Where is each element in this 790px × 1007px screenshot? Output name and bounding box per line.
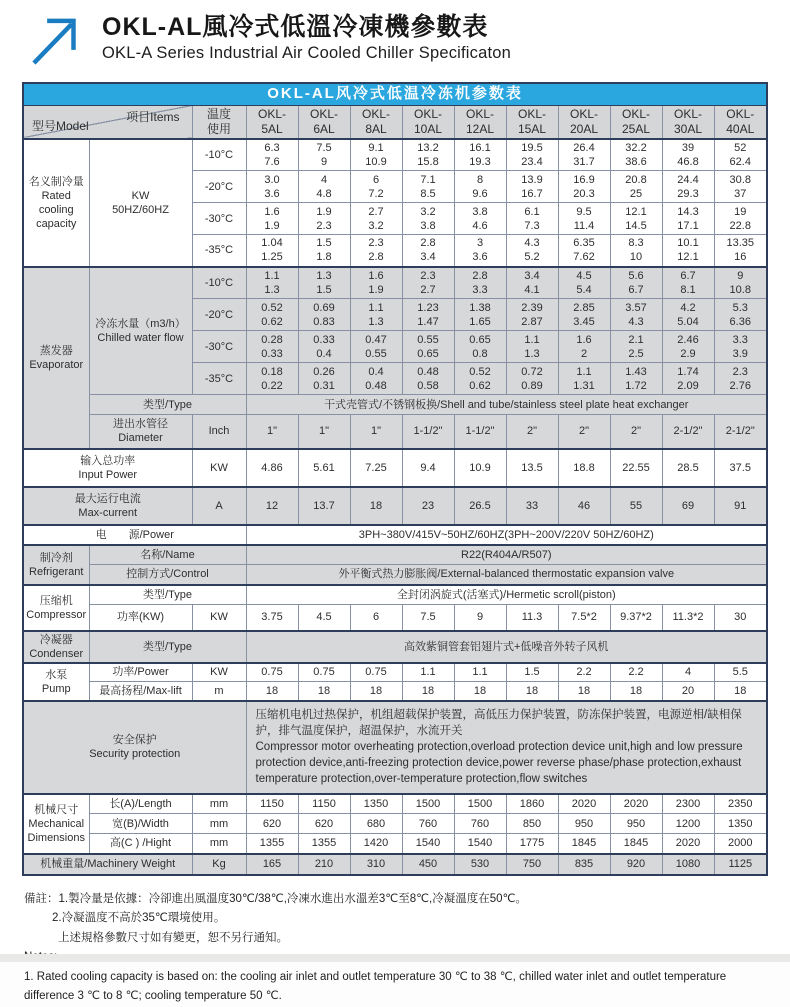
table-cell: 3.2 3.8 [402, 203, 454, 235]
table-cell: 长(A)/Length [89, 794, 192, 814]
table-cell: 高(C ) /Hight [89, 834, 192, 854]
table-cell: 1.23 1.47 [402, 299, 454, 331]
table-cell: 18 [350, 682, 402, 701]
table-cell: 1420 [350, 834, 402, 854]
arrow-up-right-icon [30, 14, 88, 70]
table-cell: 2300 [662, 794, 714, 814]
table-cell: 13.2 15.8 [402, 139, 454, 171]
section-label: 蒸发器 Evaporator [23, 267, 89, 449]
table-cell: 1500 [402, 794, 454, 814]
table-cell: 高效紫铜管套铝翅片式+低噪音外转子风机 [246, 631, 767, 663]
table-cell: 4 4.8 [298, 171, 350, 203]
table-cell: 620 [246, 814, 298, 834]
table-cell: 7.5 9 [298, 139, 350, 171]
table-cell: 11.3*2 [662, 605, 714, 631]
table-cell: 1-1/2" [402, 415, 454, 449]
table-cell: 1355 [246, 834, 298, 854]
table-cell: 2.7 3.2 [350, 203, 402, 235]
table-cell: 2.2 [558, 663, 610, 682]
table-cell: 19 22.8 [714, 203, 767, 235]
table-cell: 2.1 2.5 [610, 331, 662, 363]
table-cell: 52 62.4 [714, 139, 767, 171]
table-cell: -35°C [192, 235, 246, 267]
table-cell: 1860 [506, 794, 558, 814]
corner-header: 项目Items 型号Model [23, 105, 192, 139]
section-label: 制冷剂 Refrigerant [23, 545, 89, 585]
table-cell: 7.25 [350, 449, 402, 487]
table-cell: 13.5 [506, 449, 558, 487]
table-cell: 1540 [454, 834, 506, 854]
table-cell: 26.5 [454, 487, 506, 525]
table-cell: 1" [298, 415, 350, 449]
table-cell: 32.2 38.6 [610, 139, 662, 171]
table-cell: 2" [506, 415, 558, 449]
table-cell: 22.55 [610, 449, 662, 487]
table-cell: 10.1 12.1 [662, 235, 714, 267]
table-row [23, 83, 767, 105]
table-cell: 宽(B)/Width [89, 814, 192, 834]
table-cell: 18 [402, 682, 454, 701]
table-cell: 2.85 3.45 [558, 299, 610, 331]
table-cell: 2020 [610, 794, 662, 814]
table-cell: 1.43 1.72 [610, 363, 662, 395]
table-cell: 12 [246, 487, 298, 525]
table-row [23, 663, 767, 682]
table-cell: 1.1 [402, 663, 454, 682]
table-cell: mm [192, 834, 246, 854]
table-cell: 类型/Type [89, 395, 246, 415]
table-cell: 1.1 1.3 [506, 331, 558, 363]
table-cell: 1150 [246, 794, 298, 814]
model-header: OKL- 10AL [402, 105, 454, 139]
table-cell: 9.37*2 [610, 605, 662, 631]
table-cell: 0.72 0.89 [506, 363, 558, 395]
table-cell: 4.3 5.2 [506, 235, 558, 267]
table-cell: 69 [662, 487, 714, 525]
table-cell: 1-1/2" [454, 415, 506, 449]
table-cell: 2020 [558, 794, 610, 814]
table-cell: 4 [662, 663, 714, 682]
model-header: OKL- 15AL [506, 105, 558, 139]
table-cell: 最高扬程/Max-lift [89, 682, 192, 701]
table-cell: 9.4 [402, 449, 454, 487]
table-cell: 450 [402, 854, 454, 875]
table-cell: 18.8 [558, 449, 610, 487]
table-cell: 2020 [662, 834, 714, 854]
table-cell: 10.9 [454, 449, 506, 487]
table-cell: 1.74 2.09 [662, 363, 714, 395]
table-cell: 2" [610, 415, 662, 449]
table-cell: 20 [662, 682, 714, 701]
table-cell: 0.28 0.33 [246, 331, 298, 363]
table-row [23, 794, 767, 814]
table-cell: KW [192, 663, 246, 682]
table-cell: mm [192, 794, 246, 814]
table-row [23, 267, 767, 299]
table-cell: 91 [714, 487, 767, 525]
note-line: 備註：1.製冷量是依據：冷卻進出風溫度30℃/38℃,冷凍水進出水溫差3℃至8℃,冷凝溫度在50℃。 [24, 892, 527, 905]
table-cell: 33 [506, 487, 558, 525]
table-cell: 19.5 23.4 [506, 139, 558, 171]
spec-table-wrap [22, 82, 790, 876]
page-title: OKL-AL風冷式低溫冷凍機參數表 [102, 13, 489, 41]
page-bottom-strip [0, 954, 790, 962]
table-cell: Inch [192, 415, 246, 449]
table-cell: 16.1 19.3 [454, 139, 506, 171]
table-cell: 39 46.8 [662, 139, 714, 171]
table-cell: 3PH~380V/415V~50HZ/60HZ(3PH~200V/220V 50HZ/60HZ) [246, 525, 767, 545]
table-cell: 2" [558, 415, 610, 449]
table-cell: 1.9 2.3 [298, 203, 350, 235]
table-cell: 835 [558, 854, 610, 875]
table-cell: 3.0 3.6 [246, 171, 298, 203]
table-cell: 全封闭涡旋式(活塞式)/Hermetic scroll(piston) [246, 585, 767, 605]
table-cell: 1.6 1.9 [350, 267, 402, 299]
table-cell: 1.6 2 [558, 331, 610, 363]
table-cell: 530 [454, 854, 506, 875]
table-cell: 1.3 1.5 [298, 267, 350, 299]
table-cell: 3.57 4.3 [610, 299, 662, 331]
page-subtitle: OKL-A Series Industrial Air Cooled Chiller Specificaton [102, 44, 512, 62]
table-cell: 2000 [714, 834, 767, 854]
table-cell: 功率/Power [89, 663, 192, 682]
table-cell: 6.35 7.62 [558, 235, 610, 267]
table-cell: KW 50HZ/60HZ [89, 139, 192, 267]
table-cell: 1540 [402, 834, 454, 854]
table-cell: 1.1 1.3 [246, 267, 298, 299]
table-cell: 28.5 [662, 449, 714, 487]
model-header: OKL- 8AL [350, 105, 402, 139]
table-row [23, 701, 767, 794]
table-row [23, 395, 767, 415]
table-cell: 1355 [298, 834, 350, 854]
table-cell: 输入总功率 Input Power [23, 449, 192, 487]
section-label: 名义制冷量 Rated cooling capacity [23, 139, 89, 267]
table-cell: 0.26 0.31 [298, 363, 350, 395]
table-cell: 名称/Name [89, 545, 246, 565]
table-cell: 2-1/2" [714, 415, 767, 449]
table-cell: 2.39 2.87 [506, 299, 558, 331]
table-cell: Kg [192, 854, 246, 875]
table-cell: 24.4 29.3 [662, 171, 714, 203]
table-cell: 类型/Type [89, 585, 246, 605]
table-cell: 1150 [298, 794, 350, 814]
table-cell: 2-1/2" [662, 415, 714, 449]
table-cell: 18 [298, 682, 350, 701]
table-cell: 4.86 [246, 449, 298, 487]
table-row [23, 854, 767, 875]
note-line: 2.冷凝溫度不高於35℃環境使用。 [52, 912, 226, 925]
table-cell: 1.1 1.3 [350, 299, 402, 331]
table-cell: 机械重量/Machinery Weight [23, 854, 192, 875]
page-header [0, 0, 790, 78]
section-label: 冷凝器 Condenser [23, 631, 89, 663]
table-row [23, 682, 767, 701]
table-cell: 电 源/Power [23, 525, 246, 545]
table-cell: 6.7 8.1 [662, 267, 714, 299]
table-cell: 310 [350, 854, 402, 875]
table-row [23, 415, 767, 449]
table-cell: 2.3 2.7 [402, 267, 454, 299]
table-cell: 0.18 0.22 [246, 363, 298, 395]
table-cell: -20°C [192, 299, 246, 331]
table-cell: A [192, 487, 246, 525]
table-cell: 920 [610, 854, 662, 875]
table-cell: 37.5 [714, 449, 767, 487]
temp-usage-header: 温度 使用 [192, 105, 246, 139]
table-cell: 进出水管径 Diameter [89, 415, 192, 449]
table-cell: 3.4 4.1 [506, 267, 558, 299]
table-cell: 13.9 16.7 [506, 171, 558, 203]
table-cell: 18 [454, 682, 506, 701]
table-cell: 6.3 7.6 [246, 139, 298, 171]
table-cell: 0.75 [298, 663, 350, 682]
table-cell: 18 [610, 682, 662, 701]
table-cell: 23 [402, 487, 454, 525]
table-cell: 8.3 10 [610, 235, 662, 267]
table-cell: 1350 [714, 814, 767, 834]
model-header: OKL- 30AL [662, 105, 714, 139]
table-cell: 950 [610, 814, 662, 834]
table-cell: 18 [714, 682, 767, 701]
table-row [23, 525, 767, 545]
table-cell: 210 [298, 854, 350, 875]
table-cell: 2.3 2.8 [350, 235, 402, 267]
table-cell: 6 7.2 [350, 171, 402, 203]
table-cell: 14.3 17.1 [662, 203, 714, 235]
table-cell: 0.4 0.48 [350, 363, 402, 395]
section-label: 水泵 Pump [23, 663, 89, 701]
section-label: 压缩机 Compressor [23, 585, 89, 631]
table-cell: 0.33 0.4 [298, 331, 350, 363]
table-cell: 0.55 0.65 [402, 331, 454, 363]
table-cell: 4.5 5.4 [558, 267, 610, 299]
table-cell: KW [192, 605, 246, 631]
title-block [102, 12, 511, 63]
table-cell: 55 [610, 487, 662, 525]
table-row [23, 487, 767, 525]
table-cell: 1845 [558, 834, 610, 854]
note-line: 上述規格參數尺寸如有變更，恕不另行通知。 [58, 931, 288, 944]
table-cell: 2.46 2.9 [662, 331, 714, 363]
table-cell: 4.5 [298, 605, 350, 631]
table-cell: 46 [558, 487, 610, 525]
table-cell: 6.1 7.3 [506, 203, 558, 235]
table-cell: 0.75 [350, 663, 402, 682]
table-cell: 2.8 3.4 [402, 235, 454, 267]
table-cell: 30 [714, 605, 767, 631]
note-line: 1. Rated cooling capacity is based on: the cooling air inlet and outlet temperature 30 ℃ to 38 ℃, chilled water inlet and outlet temperature [24, 970, 727, 983]
table-cell: 5.61 [298, 449, 350, 487]
table-cell: 18 [350, 487, 402, 525]
table-cell: 7.5 [402, 605, 454, 631]
table-cell: 760 [402, 814, 454, 834]
table-cell: 1200 [662, 814, 714, 834]
table-cell: 2.8 3.3 [454, 267, 506, 299]
section-label: 机械尺寸 Mechanical Dimensions [23, 794, 89, 854]
table-cell: 1" [246, 415, 298, 449]
table-cell: 最大运行电流 Max-current [23, 487, 192, 525]
table-cell: 5.6 6.7 [610, 267, 662, 299]
security-protection-text: 压缩机电机过热保护，机组超载保护装置，高低压力保护装置，防冻保护装置，电源逆相/缺相保护，排气温度保护，超温保护，水流开关 Compressor motor overheating protection,overload protection device unit,high and low pressure protection device,anti-freezing protection device,power reverse phase/phase protection,exhaust temperature protection,over-temperature protection,flow switches [246, 701, 767, 794]
table-cell: 2350 [714, 794, 767, 814]
table-row [23, 565, 767, 585]
table-cell: 3.75 [246, 605, 298, 631]
table-cell: 9.1 10.9 [350, 139, 402, 171]
table-row [23, 814, 767, 834]
model-header: OKL- 25AL [610, 105, 662, 139]
table-cell: 12.1 14.5 [610, 203, 662, 235]
table-cell: 18 [558, 682, 610, 701]
table-cell: 0.52 0.62 [246, 299, 298, 331]
table-row [23, 585, 767, 605]
table-cell: 16.9 20.3 [558, 171, 610, 203]
table-cell: 8 9.6 [454, 171, 506, 203]
spec-table [22, 82, 768, 876]
table-cell: 0.69 0.83 [298, 299, 350, 331]
table-cell: 外平衡式热力膨胀阀/External-balanced thermostatic expansion valve [246, 565, 767, 585]
table-cell: -10°C [192, 267, 246, 299]
table-cell: 4.2 5.04 [662, 299, 714, 331]
table-cell: 850 [506, 814, 558, 834]
table-cell: 1.5 1.8 [298, 235, 350, 267]
table-cell: 30.8 37 [714, 171, 767, 203]
table-cell: 1.38 1.65 [454, 299, 506, 331]
table-cell: 26.4 31.7 [558, 139, 610, 171]
model-header: OKL- 6AL [298, 105, 350, 139]
table-cell: 3 3.6 [454, 235, 506, 267]
table-cell: 3.8 4.6 [454, 203, 506, 235]
table-cell: 11.3 [506, 605, 558, 631]
table-cell: -30°C [192, 203, 246, 235]
table-cell: 0.75 [246, 663, 298, 682]
table-row [23, 105, 767, 139]
table-cell: 控制方式/Control [89, 565, 246, 585]
table-cell: 1.1 1.31 [558, 363, 610, 395]
table-cell: 9.5 11.4 [558, 203, 610, 235]
table-cell: 0.52 0.62 [454, 363, 506, 395]
table-cell: 1.5 [506, 663, 558, 682]
table-cell: 1.04 1.25 [246, 235, 298, 267]
table-cell: 20.8 25 [610, 171, 662, 203]
table-cell: R22(R404A/R507) [246, 545, 767, 565]
table-cell: 1.6 1.9 [246, 203, 298, 235]
table-cell: 2.2 [610, 663, 662, 682]
table-cell: 2.3 2.76 [714, 363, 767, 395]
table-cell: 6 [350, 605, 402, 631]
spec-table-body [23, 83, 767, 875]
table-cell: 0.48 0.58 [402, 363, 454, 395]
table-cell: 1080 [662, 854, 714, 875]
table-cell: 5.3 6.36 [714, 299, 767, 331]
table-cell: 950 [558, 814, 610, 834]
model-header: OKL- 12AL [454, 105, 506, 139]
table-cell: 165 [246, 854, 298, 875]
table-cell: -10°C [192, 139, 246, 171]
table-cell: 1" [350, 415, 402, 449]
table-cell: 1350 [350, 794, 402, 814]
table-cell: 3.3 3.9 [714, 331, 767, 363]
table-cell: 7.1 8.5 [402, 171, 454, 203]
table-cell: 类型/Type [89, 631, 246, 663]
table-cell: 750 [506, 854, 558, 875]
table-cell: 0.47 0.55 [350, 331, 402, 363]
table-cell: 功率(KW) [89, 605, 192, 631]
table-cell: mm [192, 814, 246, 834]
table-cell: 干式壳管式/不锈钢板换/Shell and tube/stainless steel plate heat exchanger [246, 395, 767, 415]
notes [24, 890, 764, 1007]
table-cell: 9 [454, 605, 506, 631]
table-cell: KW [192, 449, 246, 487]
table-row [23, 631, 767, 663]
table-row [23, 605, 767, 631]
table-cell: 1125 [714, 854, 767, 875]
model-header: OKL- 20AL [558, 105, 610, 139]
table-cell: 620 [298, 814, 350, 834]
table-cell: 760 [454, 814, 506, 834]
table-cell: 13.7 [298, 487, 350, 525]
table-cell: 5.5 [714, 663, 767, 682]
table-cell: m [192, 682, 246, 701]
section-label: 安全保护 Security protection [23, 701, 246, 794]
note-line: difference 3 ℃ to 8 ℃; cooling temperature 50 ℃. [24, 990, 282, 1003]
model-header: OKL- 40AL [714, 105, 767, 139]
table-cell: -35°C [192, 363, 246, 395]
table-cell: -30°C [192, 331, 246, 363]
table-row [23, 449, 767, 487]
table-cell: 7.5*2 [558, 605, 610, 631]
table-cell: -20°C [192, 171, 246, 203]
table-cell: 18 [506, 682, 558, 701]
table-row [23, 834, 767, 854]
table-cell: 1500 [454, 794, 506, 814]
table-row [23, 139, 767, 171]
table-cell: 1.1 [454, 663, 506, 682]
table-cell: 冷冻水量（m3/h） Chilled water flow [89, 267, 192, 395]
table-title: OKL-AL风冷式低温冷冻机参数表 [23, 83, 767, 105]
table-cell: 18 [246, 682, 298, 701]
table-cell: 0.65 0.8 [454, 331, 506, 363]
table-row [23, 545, 767, 565]
table-cell: 680 [350, 814, 402, 834]
table-cell: 13.35 16 [714, 235, 767, 267]
table-cell: 9 10.8 [714, 267, 767, 299]
table-cell: 1775 [506, 834, 558, 854]
model-header: OKL- 5AL [246, 105, 298, 139]
table-cell: 1845 [610, 834, 662, 854]
